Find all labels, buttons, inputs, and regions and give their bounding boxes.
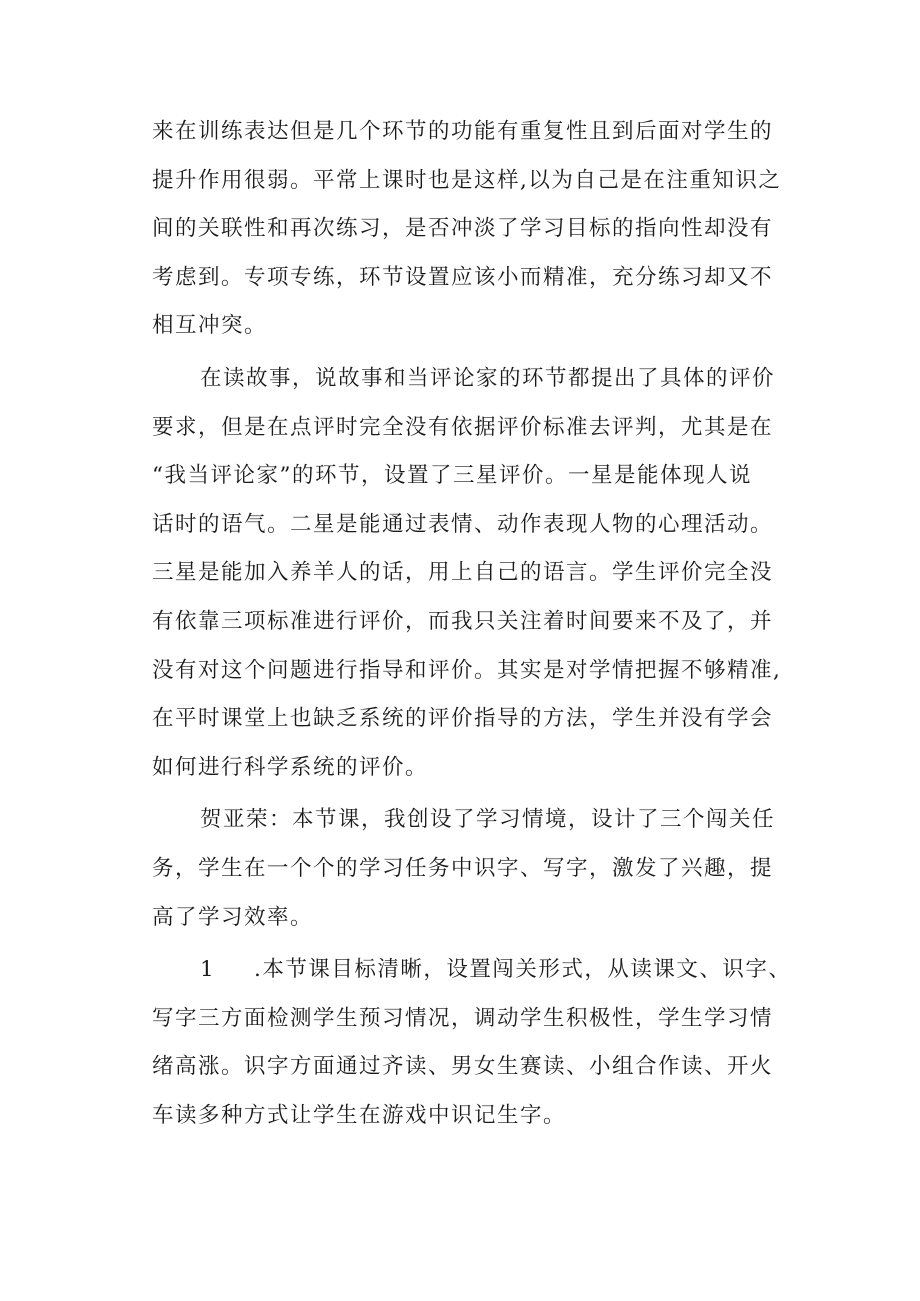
text-line: “我当评论家”的环节，设置了三星评价。一星是能体现人说 [152,463,752,489]
text-line: 相互冲突。 [152,313,268,339]
text-line: 间的关联性和再次练习，是否冲淡了学习目标的指向性却没有 [152,216,774,242]
text-line: 没有对这个问题进行指导和评价。其实是对学情把握不够精准, [152,657,782,683]
text-line: 贺亚荣：本节课，我创设了学习情境，设计了三个闯关任 [200,807,776,833]
text-line: 考虑到。专项专练，环节设置应该小而精准，充分练习却又不 [152,264,774,290]
paragraph-numbered-1 [152,946,792,1140]
text-line: 写字三方面检测学生预习情况，调动学生积极性，学生学习情 [152,1005,774,1031]
text-line: 话时的语气。二星是能通过表情、动作表现人物的心理活动。 [152,511,774,537]
paragraph-evaluation [152,355,792,792]
text-line: 如何进行科学系统的评价。 [152,754,429,780]
text-line: 绪高涨。识字方面通过齐读、男女生赛读、小组合作读、开火 [152,1054,774,1080]
text-line: 来在训练表达但是几个环节的功能有重复性且到后面对学生的 [152,119,774,144]
paragraph-continuation [152,108,792,351]
numbered-line [152,946,792,995]
text-line: 提升作用很弱。平常上课时也是这样,以为自己是在注重知识之 [152,167,782,193]
text-line: 高了学习效率。 [152,904,314,930]
text-line: .本节课目标清晰，设置闯关形式，从读课文、识字、 [254,957,792,983]
text-line: 在读故事，说故事和当评论家的环节都提出了具体的评价 [200,365,776,391]
paragraph-he-yarong [152,796,792,942]
text-line: 要求，但是在点评时完全没有依据评价标准去评判，尤其是在 [152,414,774,440]
text-line: 三星是能加入养羊人的话，用上自己的语言。学生评价完全没 [152,560,774,586]
text-line: 车读多种方式让学生在游戏中识记生字。 [152,1102,567,1128]
text-line: 在平时课堂上也缺乏系统的评价指导的方法，学生并没有学会 [152,706,774,732]
text-line: 有依靠三项标准进行评价，而我只关注着时间要来不及了，并 [152,608,774,634]
text-line: 务，学生在一个个的学习任务中识字、写字，激发了兴趣，提 [152,855,774,881]
list-number: 1 [200,957,216,983]
document-body [152,108,792,1140]
